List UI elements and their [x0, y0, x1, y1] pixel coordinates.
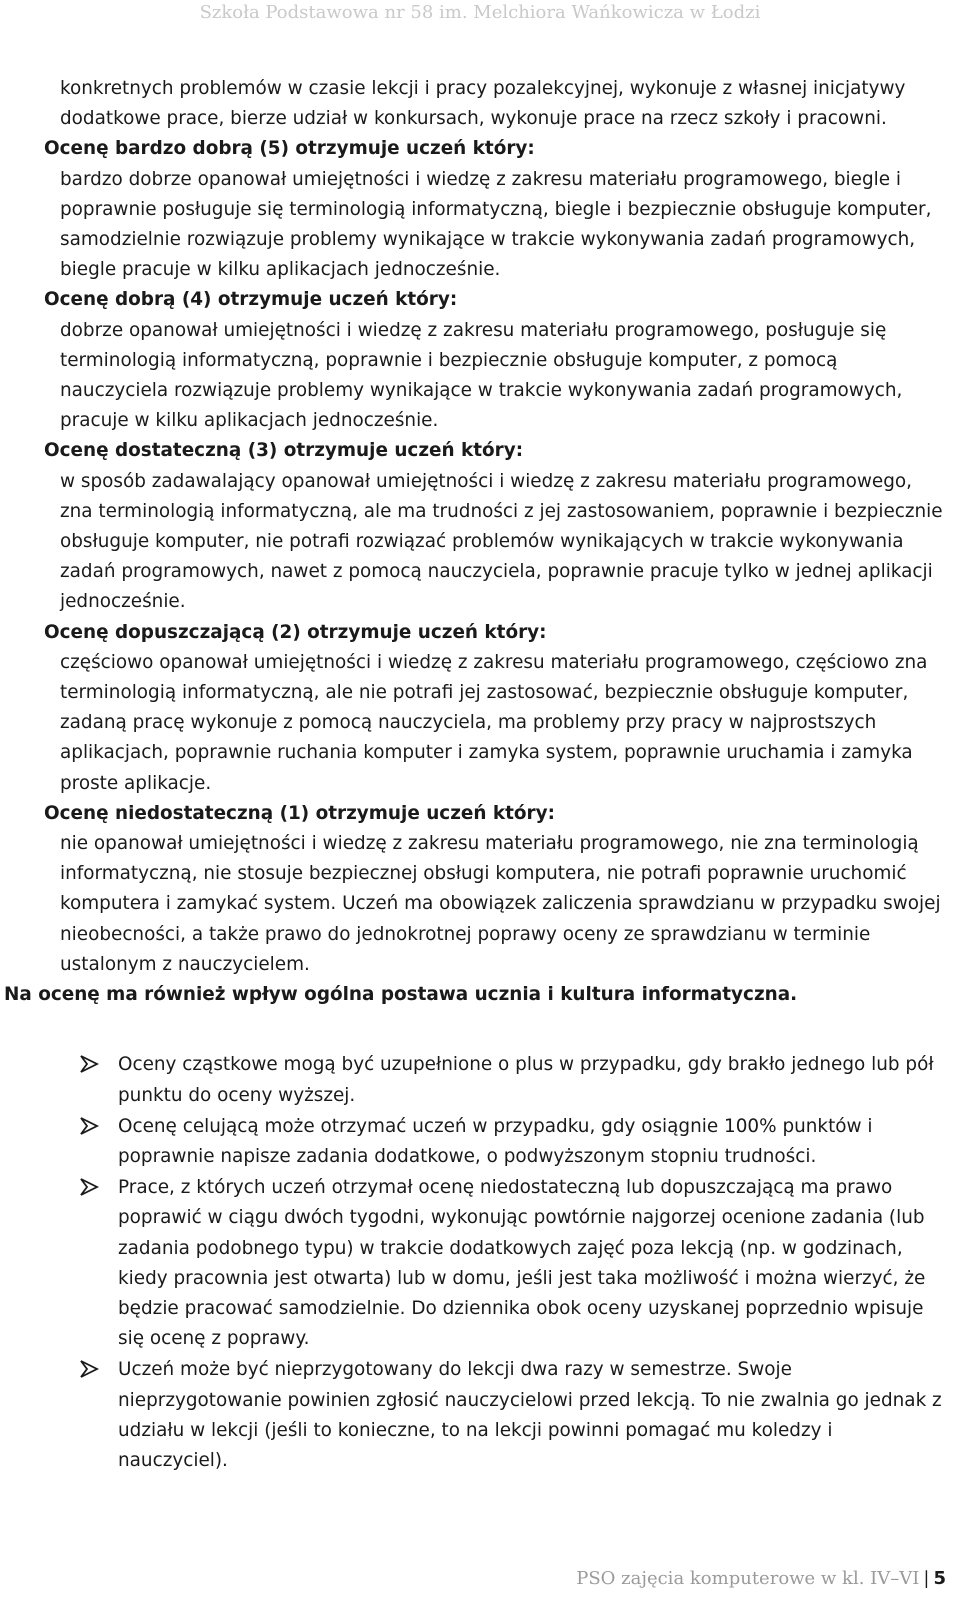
document-body	[0, 74, 960, 1477]
grade-section-2	[0, 618, 960, 799]
grade-description: częściowo opanował umiejętności i wiedzę z zakresu materiału programowego, częściowo zna terminologią informatyczną, ale nie potrafi jej zastosować, bezpiecznie obsługuje komputer, zadaną pracę wykonuje z pomocą nauczyciela, ma problemy przy pracy w najprostszych aplikacjach, poprawnie ruchania komputer i zamyka system, poprawnie uruchamia i zamyka proste aplikacje.	[60, 651, 928, 794]
grade-description: nie opanował umiejętności i wiedzę z zakresu materiału programowego, nie zna terminologią informatyczną, nie stosuje bezpiecznej obsługi komputera, nie potrafi poprawnie uruchomić komputera i zamykać system. Uczeń ma obowiązek zaliczenia sprawdzianu w przypadku swojej nieobecności, a także prawo do jednokrotnej poprawy oceny ze sprawdzianu w terminie ustalonym z nauczycielem.	[60, 833, 941, 975]
arrow-bullet-icon	[78, 1358, 100, 1380]
footer-title: PSO zajęcia komputerowe w kl. IV–VI	[576, 1568, 920, 1589]
list-item	[0, 1112, 960, 1172]
grade-description: w sposób zadawalający opanował umiejętności i wiedzę z zakresu materiału programowego, zna terminologią informatyczną, ale ma trudności z jej zastosowaniem, poprawnie i bezpiecznie obsługuje komputer, nie potrafi rozwiązać problemów wynikających w trakcie wykonywania zadań programowych, nawet z pomocą nauczyciela, poprawnie pracuje tylko w jednej aplikacji jednocześnie.	[60, 470, 943, 613]
grade-heading: Ocenę dostateczną (3) otrzymuje uczeń który:	[44, 440, 524, 462]
grade-heading: Ocenę niedostateczną (1) otrzymuje uczeń który:	[44, 802, 555, 824]
grade-description: bardzo dobrze opanował umiejętności i wiedzę z zakresu materiału programowego, biegle i poprawnie posługuje się terminologią informatyczną, biegle i bezpiecznie obsługuje komputer, samodzielnie rozwiązuje problemy wynikające w trakcie wykonywania zadań programowych, biegle pracuje w kilku aplikacjach jednocześnie.	[60, 168, 932, 281]
list-item-text: Ocenę celującą może otrzymać uczeń w przypadku, gdy osiągnie 100% punktów i poprawnie napisze zadania dodatkowe, o podwyższonym stopniu trudności.	[118, 1115, 873, 1167]
footer-separator: |	[923, 1568, 930, 1589]
grade-heading: Ocenę dobrą (4) otrzymuje uczeń który:	[44, 289, 458, 311]
list-item-text: Oceny cząstkowe mogą być uzupełnione o plus w przypadku, gdy brakło jednego lub pół punktu do oceny wyższej.	[118, 1054, 934, 1106]
grade-description: dobrze opanował umiejętności i wiedzę z zakresu materiału programowego, posługuje się terminologią informatyczną, poprawnie i bezpiecznie obsługuje komputer, z pomocą nauczyciela rozwiązuje problemy wynikające w trakcie wykonywania zadań programowych, pracuje w kilku aplikacjach jednocześnie.	[60, 319, 903, 432]
page-footer	[576, 1568, 946, 1589]
closing-statement: Na ocenę ma również wpływ ogólna postawa ucznia i kultura informatyczna.	[4, 984, 798, 1006]
page-number: 5	[933, 1568, 946, 1589]
list-item	[0, 1050, 960, 1110]
arrow-bullet-icon	[78, 1053, 100, 1075]
list-item-text: Uczeń może być nieprzygotowany do lekcji dwa razy w semestrze. Swoje nieprzygotowanie powinien zgłosić nauczycielowi przed lekcją. To nie zwalnia go jednak z udziału w lekcji (jeśli to konieczne, to na lekcji powinni pomagać mu koledzy i nauczyciel).	[118, 1359, 942, 1471]
arrow-bullet-icon	[78, 1115, 100, 1137]
intro-paragraph: konkretnych problemów w czasie lekcji i pracy pozalekcyjnej, wykonuje z własnej inicjatywy dodatkowe prace, bierze udział w konkursach, wykonuje prace na rzecz szkoły i pracowni.	[60, 78, 906, 130]
arrow-bullet-icon	[78, 1176, 100, 1198]
list-item-text: Prace, z których uczeń otrzymał ocenę niedostateczną lub dopuszczającą ma prawo poprawić w ciągu dwóch tygodni, wykonując powtórnie najgorzej ocenione zadania (lub zadania podobnego typu) w trakcie dodatkowych zajęć poza lekcją (np. w godzinach, kiedy pracownia jest otwarta) lub w domu, jeśli jest taka możliwość i można wierzyć, że będzie pracować samodzielnie. Do dziennika obok oceny uzyskanej poprzednio wpisuje się ocenę z poprawy.	[118, 1177, 926, 1350]
grade-section-3	[0, 436, 960, 617]
page-header: Szkoła Podstawowa nr 58 im. Melchiora Wańkowicza w Łodzi	[199, 2, 761, 23]
grade-section-5	[0, 134, 960, 285]
grade-heading: Ocenę bardzo dobrą (5) otrzymuje uczeń który:	[44, 138, 535, 160]
grade-section-4	[0, 285, 960, 436]
list-item	[0, 1355, 960, 1476]
grade-section-1	[0, 799, 960, 980]
list-item	[0, 1173, 960, 1354]
rules-list	[0, 1050, 960, 1476]
grade-heading: Ocenę dopuszczającą (2) otrzymuje uczeń który:	[44, 621, 547, 643]
